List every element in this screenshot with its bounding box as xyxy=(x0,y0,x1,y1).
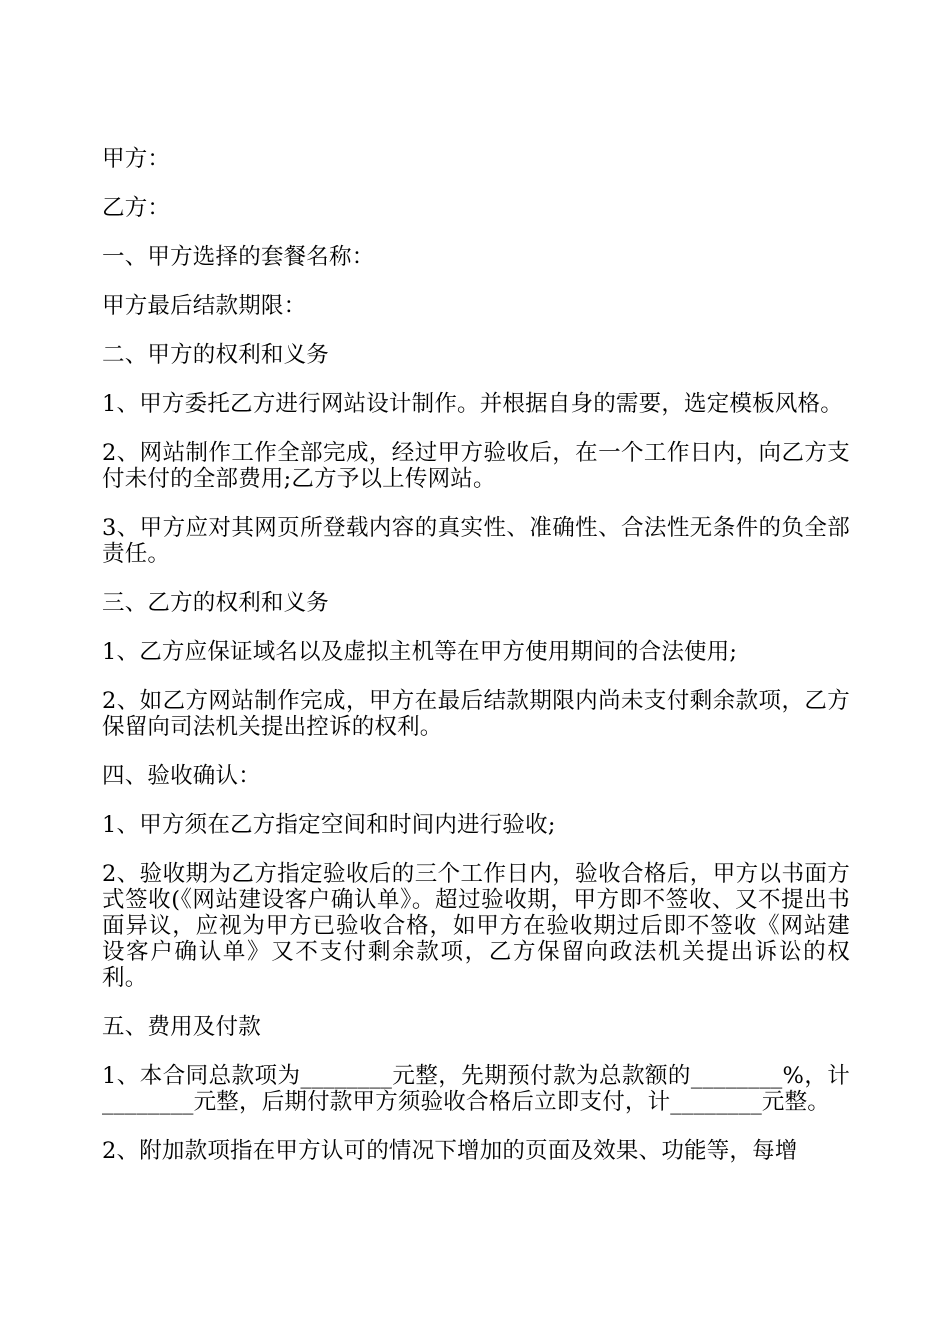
section-3-heading: 三、乙方的权利和义务 xyxy=(102,590,330,616)
party-a-line: 甲方： xyxy=(102,146,171,172)
section-4-clause-2: 2、验收期为乙方指定验收后的三个工作日内，验收合格后，甲方以书面方式签收(《网站建设客户确认单》。超过验收期，甲方即不签收、又不提出书面异议，应视为甲方已验收合格，如甲方在验收期过后即不签收《网站建设客户确认单》又不支付剩余款项，乙方保留向政法机关提出诉讼的权利。 xyxy=(102,861,850,991)
section-1-heading: 一、甲方选择的套餐名称： xyxy=(102,244,375,270)
section-2-heading: 二、甲方的权利和义务 xyxy=(102,342,330,368)
section-2-clause-1: 1、甲方委托乙方进行网站设计制作。并根据自身的需要，选定模板风格。 xyxy=(102,391,843,417)
section-5-clause-2: 2、附加款项指在甲方认可的情况下增加的页面及效果、功能等，每增 xyxy=(102,1138,798,1164)
section-5-clause-1: 1、本合同总款项为________元整，先期预付款为总款额的________%，计________元整，后期付款甲方须验收合格后立即支付，计________元整。 xyxy=(102,1063,850,1115)
contract-body xyxy=(102,146,850,1187)
section-3-clause-2: 2、如乙方网站制作完成，甲方在最后结款期限内尚未支付剩余款项，乙方保留向司法机关提出控诉的权利。 xyxy=(102,688,850,740)
section-2-clause-2: 2、网站制作工作全部完成，经过甲方验收后，在一个工作日内，向乙方支付未付的全部费用;乙方予以上传网站。 xyxy=(102,440,850,492)
section-3-clause-1: 1、乙方应保证域名以及虚拟主机等在甲方使用期间的合法使用; xyxy=(102,639,738,665)
section-2-clause-3: 3、甲方应对其网页所登载内容的真实性、准确性、合法性无条件的负全部责任。 xyxy=(102,515,850,567)
section-5-heading: 五、费用及付款 xyxy=(102,1014,261,1040)
payment-deadline-line: 甲方最后结款期限： xyxy=(102,293,307,319)
section-4-heading: 四、验收确认： xyxy=(102,763,261,789)
section-4-clause-1: 1、甲方须在乙方指定空间和时间内进行验收; xyxy=(102,812,556,838)
party-b-line: 乙方： xyxy=(102,195,171,221)
